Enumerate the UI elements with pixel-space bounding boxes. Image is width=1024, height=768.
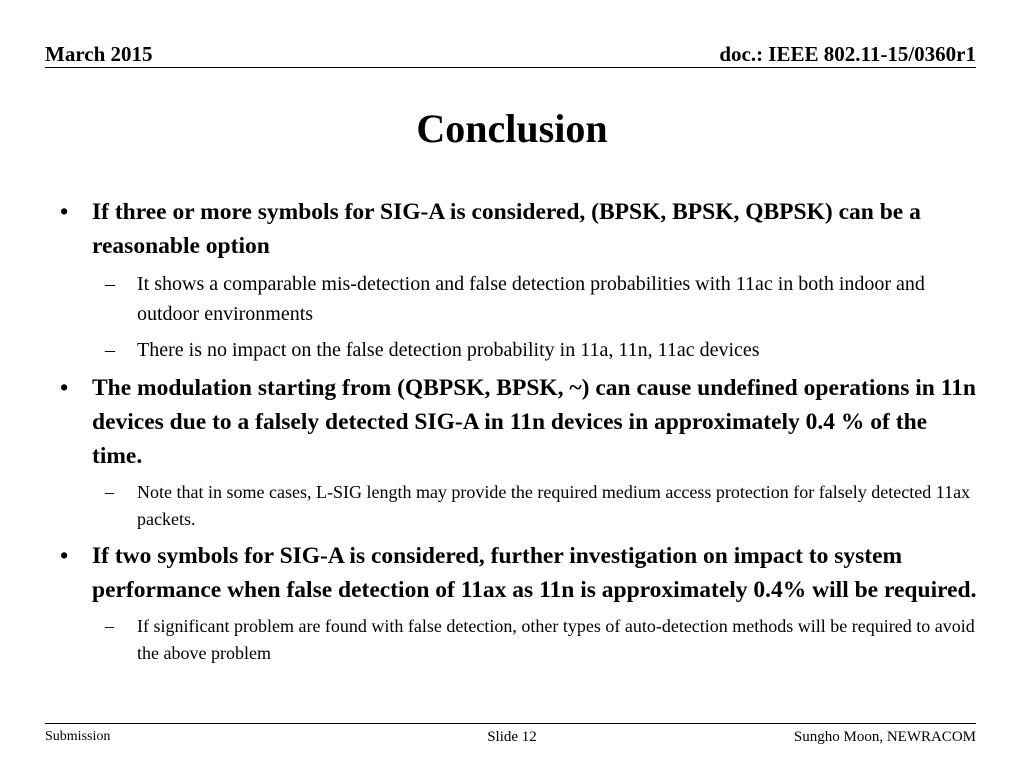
- footer-submission: Submission: [45, 729, 111, 744]
- bullet-item: [60, 539, 980, 607]
- footer-author: Sungho Moon, NEWRACOM: [793, 729, 976, 745]
- header-doc-id: doc.: IEEE 802.11-15/0360r1: [719, 42, 976, 66]
- slide-title: Conclusion: [416, 106, 608, 151]
- bullet-text: The modulation starting from (QBPSK, BPSK, ~) can cause undefined operations in 11n devices due to a falsely detected SIG-A in 11n devices in approximately 0.4 % of the time.: [92, 375, 976, 469]
- bullet-item: [60, 195, 980, 263]
- sub-bullet-item: [60, 335, 980, 365]
- footer-rule: [45, 723, 976, 724]
- sub-bullet-mark: –: [105, 339, 115, 361]
- sub-bullet-text: It shows a comparable mis-detection and false detection probabilities with 11ac in both indoor and outdoor environments: [137, 273, 925, 325]
- sub-bullet-item: [60, 479, 980, 533]
- sub-bullet-text: If significant problem are found with false detection, other types of auto-detection methods will be required to avoid the above problem: [137, 616, 975, 663]
- bullet-text: If two symbols for SIG-A is considered, further investigation on impact to system performance when false detection of 11ax as 11n is approximately 0.4% will be required.: [92, 543, 977, 603]
- header-rule: [45, 67, 976, 68]
- sub-bullet-mark: –: [105, 273, 115, 295]
- sub-bullet-item: [60, 613, 980, 667]
- bullet-mark: •: [60, 375, 69, 401]
- header-date: March 2015: [45, 42, 153, 66]
- sub-bullet-item: [60, 269, 980, 329]
- bullet-mark: •: [60, 543, 69, 569]
- bullet-item: [60, 371, 980, 473]
- bullet-text: If three or more symbols for SIG-A is considered, (BPSK, BPSK, QBPSK) can be a reasonable option: [92, 199, 921, 259]
- sub-bullet-mark: –: [105, 482, 114, 502]
- sub-bullet-text: Note that in some cases, L-SIG length may provide the required medium access protection for falsely detected 11ax packets.: [137, 482, 971, 529]
- slide-body: [60, 195, 980, 673]
- sub-bullet-mark: –: [105, 616, 114, 636]
- bullet-mark: •: [60, 199, 69, 225]
- footer-slide-number: Slide 12: [487, 729, 537, 745]
- sub-bullet-text: There is no impact on the false detection probability in 11a, 11n, 11ac devices: [137, 339, 760, 361]
